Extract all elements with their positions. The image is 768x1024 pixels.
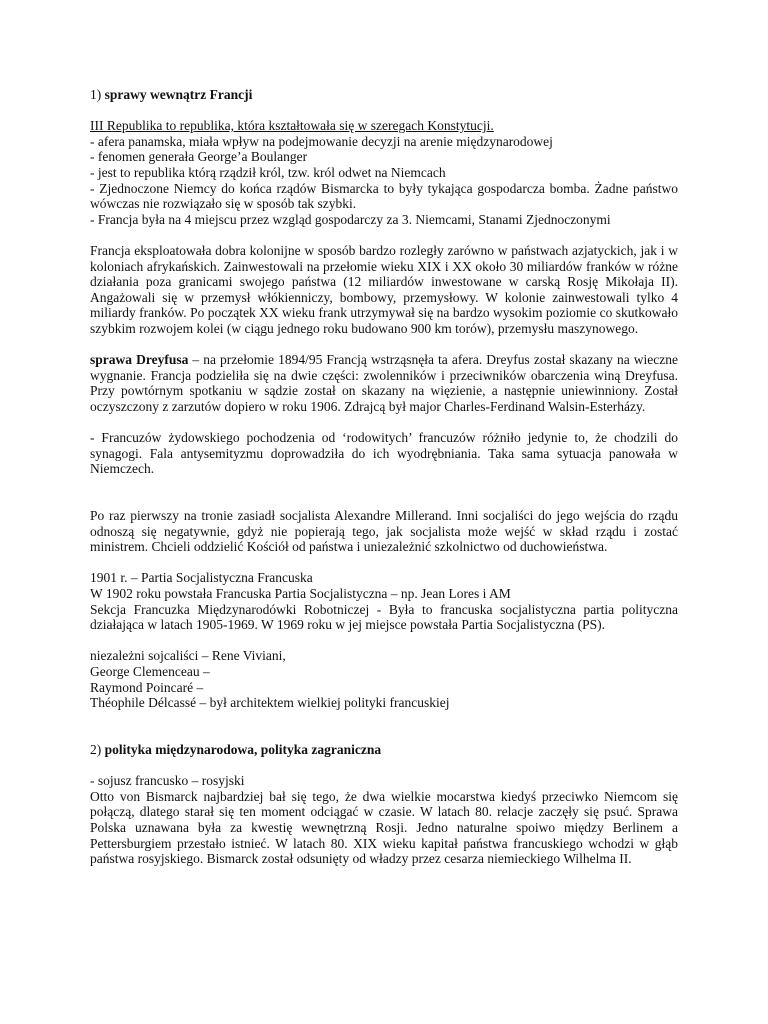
independent-line: George Clemenceau – — [90, 663, 210, 679]
bismarck-paragraph: Otto von Bismarck najbardziej bał się tego, że dwa wielkie mocarstwa kiedyś przeciwko Niemcom się połączą, dlatego starał się ten moment odciągać w czasie. W latach 80. relacje zaczęły się psuć. Sprawa Polska uznawana była za kwestię wewnętrzną Rosji. Jedno naturalne spoiwo między Berlinem a Pettersburgiem przestało istnieć. W latach 80. XIX wieku kapitał państwa francuskiego wchodzi w głąb państwa rosyjskiego. Bismarck został odsunięty od władzy przez cesarza niemieckiego Wilhelma II. — [90, 788, 678, 867]
jewish-paragraph: - Francuzów żydowskiego pochodzenia od ‘rodowitych’ francuzów różniło jedynie to, że chodzili do synagogi. Fala antysemityzmu doprowadziła do ich wyodrębniania. Taka sama sytuacja panowała w Niemczech. — [90, 430, 678, 477]
colonies-paragraph: Francja eksploatowała dobra kolonijne w sposób bardzo rozległy zarówno w państwach azjatyckich, jak i w koloniach afrykańskich. Zainwestowali na przełomie wieku XIX i XX około 30 miliardów franków w różne działania poza granicami swojego państwa (12 miliardów inwestowane w carską Rosję Mikołaja II). Angażowali się w przemysł włókienniczy, bombowy, przemysłowy. W kolonie zainwestowali tylko 4 miliardy franków. Po początek XX wieku frank utrzymywał się na bardzo wysokim poziomie co skutkowało szybkim rozwojem kolei (w ciągu jednego roku budowano 900 km torów), przemysłu maszynowego. — [90, 242, 678, 336]
party-line: W 1902 roku powstała Francuska Partia Socjalistyczna – np. Jean Lores i AM — [90, 586, 511, 601]
independent-line: niezależni sojcaliści – Rene Viviani, — [90, 648, 286, 664]
bullet-item: - afera panamska, miała wpływ na podejmowanie decyzji na arenie międzynarodowej — [90, 133, 553, 149]
independent-line: Raymond Poincaré – — [90, 679, 204, 695]
dreyfus-paragraph — [90, 352, 678, 414]
dreyfus-title: sprawa Dreyfusa — [90, 352, 189, 368]
dreyfus-text: – na przełomie 1894/95 Francją wstrząsnęła ta afera. Dreyfus został skazany na wieczne wygnanie. Francja podzieliła się na dwie części: zwolenników i przeciwników obarczenia winą Dreyfusa. Przy powtórnym spotkaniu w sądzie został on skazany na więzienie, a następnie uniewinniony. Został oczyszczony z zarzutów dopiero w roku 1906. Zdrajcą był major Charles-Ferdinand Walsin-Esterházy. — [90, 352, 678, 414]
section-2-number: 2) — [90, 741, 102, 757]
section-2-title: polityka międzynarodowa, polityka zagraniczna — [104, 741, 382, 757]
document-body — [90, 87, 678, 867]
bullet-item: - fenomen generała George’a Boulanger — [90, 149, 308, 165]
bullet-item: - Francja była na 4 miejscu przez wzgląd gospodarczy za 3. Niemcami, Stanami Zjednoczonymi — [90, 211, 611, 227]
alliance-line: - sojusz francusko – rosyjski — [90, 773, 245, 789]
section-1-title: sprawy wewnątrz Francji — [104, 87, 253, 102]
section-1-heading — [90, 87, 678, 103]
section-2-heading — [90, 742, 678, 758]
bullet-item: - jest to republika którą rządził król, tzw. król odwet na Niemcach — [90, 164, 446, 180]
party-line: 1901 r. – Partia Socjalistyczna Francuska — [90, 570, 313, 586]
party-line: Sekcja Francuzka Międzynarodówki Robotniczej - Była to francuska socjalistyczna partia polityczna działająca w latach 1905-1969. W 1969 roku w jej miejsce powstała Partia Socjalistyczna (PS). — [90, 601, 678, 633]
millerand-paragraph: Po raz pierwszy na tronie zasiadł socjalista Alexandre Millerand. Inni socjaliści do jego wejścia do rządu odnoszą się negatywnie, gdyż nie popierają tego, jak socjalista może wejść w skład rządu i zostać ministrem. Chcieli oddzielić Kościół od państwa i uniezależnić szkolnictwo od duchowieństwa. — [90, 508, 678, 555]
section-1-number: 1) — [90, 87, 102, 102]
independent-line: Théophile Délcassé – był architektem wielkiej polityki francuskiej — [90, 695, 450, 711]
republic-intro: III Republika to republika, która kształtowała się w szeregach Konstytucji. — [90, 118, 494, 134]
bullet-item: - Zjednoczone Niemcy do końca rządów Bismarcka to były tykająca gospodarcza bomba. Żadne państwo wówczas nie rozwiązało się w sposób tak szybki. — [90, 180, 678, 212]
